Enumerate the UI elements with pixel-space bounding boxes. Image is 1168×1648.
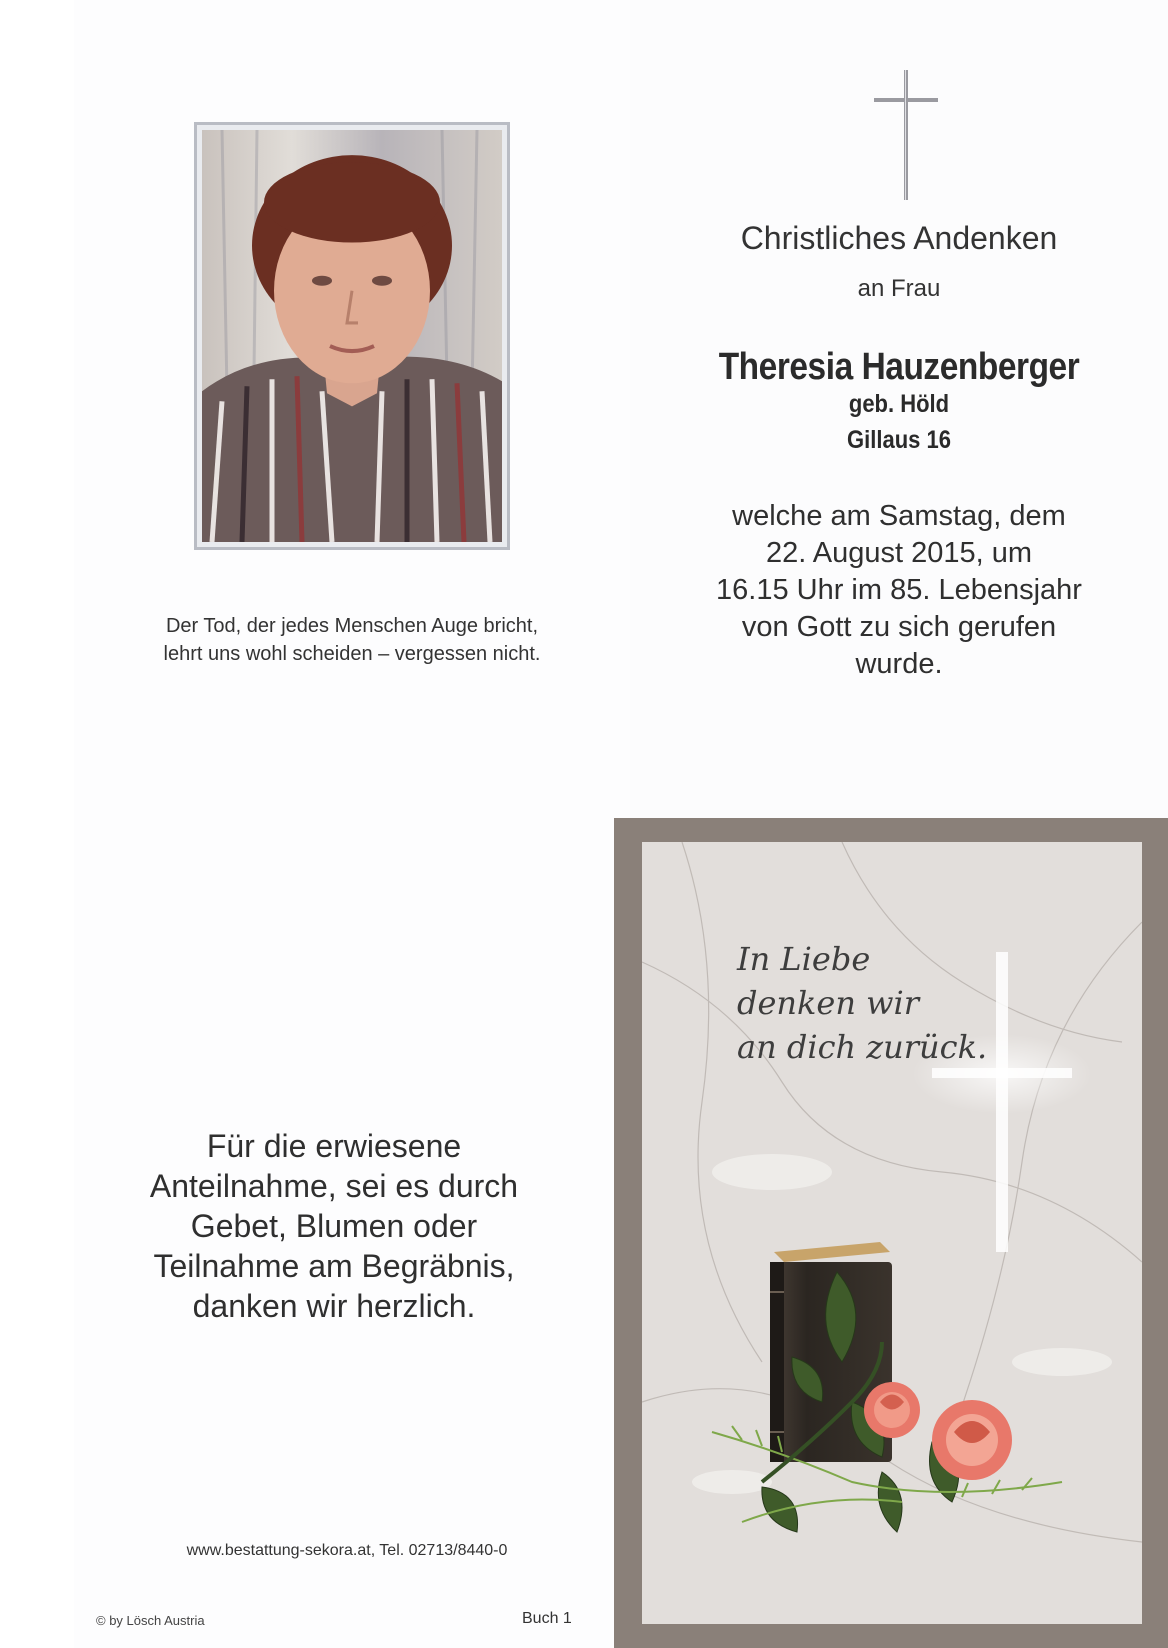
thanks-line: Teilnahme am Begräbnis, [153, 1248, 515, 1284]
thanks-line: danken wir herzlich. [192, 1288, 476, 1324]
funeral-home-contact: www.bestattung-sekora.at, Tel. 02713/8440-0 [186, 1542, 508, 1559]
memorial-picture [642, 842, 1142, 1624]
thanks-line: Gebet, Blumen oder [190, 1208, 478, 1244]
cross-icon [874, 70, 938, 200]
script-line: an dich zurück. [737, 1028, 988, 1066]
thanks-text [114, 1126, 554, 1326]
script-line: In Liebe [737, 940, 871, 978]
portrait-photo [194, 122, 510, 550]
deceased-name: Theresia Hauzenberger [718, 346, 1080, 388]
script-verse [737, 937, 987, 1069]
salutation: an Frau [857, 275, 941, 302]
death-line: 16.15 Uhr im 85. Lebensjahr [716, 574, 1082, 606]
card-left-top [74, 0, 630, 818]
card-left-bottom [74, 818, 620, 1648]
death-line: welche am Samstag, dem [732, 500, 1066, 532]
death-line: von Gott zu sich gerufen [741, 611, 1057, 643]
thanks-line: Für die erwiesene [206, 1128, 462, 1164]
heading: Christliches Andenken [740, 220, 1058, 256]
thanks-line: Anteilnahme, sei es durch [149, 1168, 519, 1204]
portrait-image [202, 130, 502, 542]
address: Gillaus 16 [847, 426, 951, 454]
birth-name: geb. Höld [848, 390, 950, 418]
quote-line-2: lehrt uns wohl scheiden – vergessen nicht. [163, 643, 541, 665]
death-line: wurde. [855, 648, 943, 680]
death-notice [699, 498, 1099, 683]
death-line: 22. August 2015, um [765, 537, 1033, 569]
quote-line-1: Der Tod, der jedes Menschen Auge bricht, [165, 615, 539, 637]
copyright-notice: © by Lösch Austria [96, 1613, 205, 1628]
card-right-top [630, 0, 1168, 818]
book-reference: Buch 1 [522, 1610, 572, 1627]
memorial-quote [84, 612, 620, 668]
script-line: denken wir [737, 984, 920, 1022]
card-right-bottom [614, 818, 1168, 1648]
